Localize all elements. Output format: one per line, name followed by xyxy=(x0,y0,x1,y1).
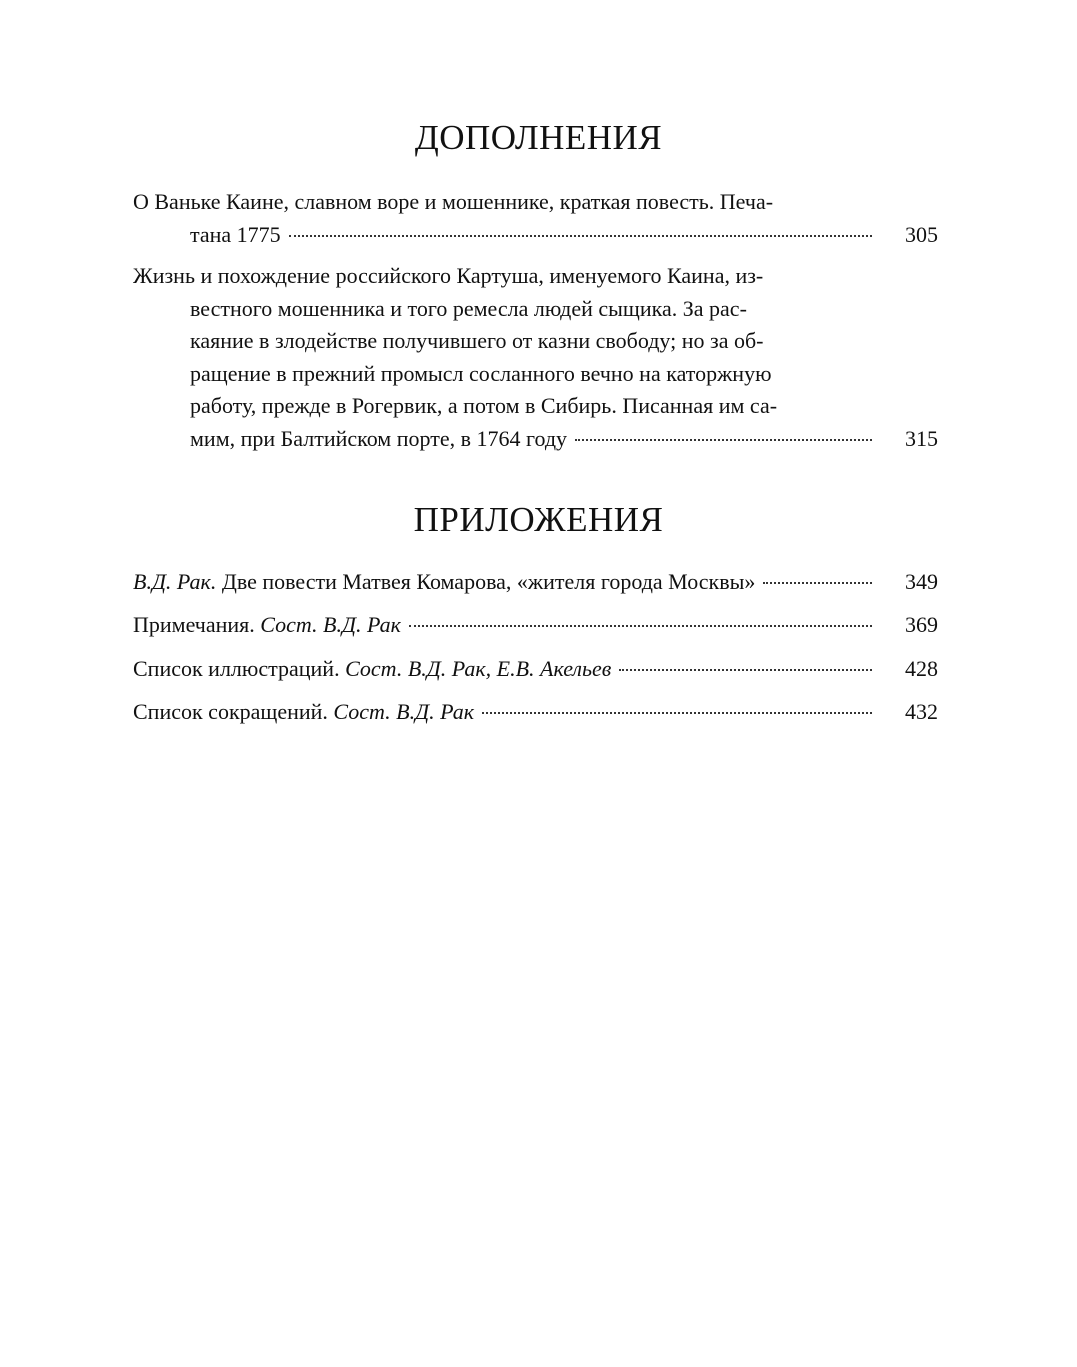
toc-entry[interactable] xyxy=(133,609,938,642)
dot-leader xyxy=(619,669,872,671)
toc-entry-last-line xyxy=(133,566,938,599)
compiler-name: Сост. В.Д. Рак, Е.В. Акельев xyxy=(345,656,612,681)
dot-leader xyxy=(763,582,872,584)
toc-entry-text xyxy=(133,566,763,599)
compiler-name: Сост. В.Д. Рак xyxy=(260,612,401,637)
dot-leader xyxy=(482,712,872,714)
toc-entry-line xyxy=(133,358,938,391)
toc-entry-text: Жизнь и похождение российского Картуша, именуемого Каина, из- xyxy=(133,260,763,293)
toc-entry-text: работу, прежде в Рогервик, а потом в Сибирь. Писанная им са- xyxy=(190,390,777,423)
toc-entry-text xyxy=(133,609,409,642)
toc-entry-line xyxy=(133,390,938,423)
entry-title: Две повести Матвея Комарова, «жителя города Москвы» xyxy=(216,569,756,594)
toc-entry-text: тана 1775 xyxy=(190,221,281,247)
toc-entry-last-line xyxy=(133,609,938,642)
toc-entry[interactable] xyxy=(133,566,938,599)
toc-entry[interactable] xyxy=(133,186,938,251)
entry-title: Список иллюстраций. xyxy=(133,656,346,681)
toc-entry[interactable] xyxy=(133,653,938,686)
section-title-supplements: ДОПОЛНЕНИЯ xyxy=(414,118,663,157)
page-number: 305 xyxy=(905,221,938,247)
toc-entry-text: ращение в прежний промысл сосланного вечно на каторжную xyxy=(190,358,772,391)
toc-entry-line xyxy=(133,186,938,219)
page-number: 428 xyxy=(905,656,938,681)
page-number: 349 xyxy=(905,569,938,594)
dot-leader xyxy=(409,625,872,627)
section-title-appendices: ПРИЛОЖЕНИЯ xyxy=(413,500,664,539)
compiler-name: Сост. В.Д. Рак xyxy=(333,699,474,724)
author-name: В.Д. Рак. xyxy=(133,569,217,594)
toc-entry-text: мим, при Балтийском порте, в 1764 году xyxy=(190,425,568,451)
toc-entry-text: О Ваньке Каине, славном воре и мошеннике, краткая повесть. Печа- xyxy=(133,186,773,219)
toc-entry-last-line xyxy=(133,696,938,729)
page-number: 369 xyxy=(905,612,938,637)
toc-entry-last-line xyxy=(133,219,938,252)
toc-entry-line xyxy=(133,325,938,358)
page-number: 315 xyxy=(905,425,938,451)
toc-entry-text: каяние в злодействе получившего от казни свободу; но за об- xyxy=(190,325,763,358)
toc-entry-text xyxy=(133,653,619,686)
toc-entry-text: вестного мошенника и того ремесла людей сыщика. За рас- xyxy=(190,293,747,326)
toc-entry[interactable] xyxy=(133,696,938,729)
entry-title: Список сокращений. xyxy=(133,699,334,724)
toc-entry-last-line xyxy=(133,423,938,456)
entry-title: Примечания. xyxy=(133,612,261,637)
dot-leader xyxy=(575,439,872,441)
toc-entry-text xyxy=(133,696,482,729)
toc-entry-line xyxy=(133,260,938,293)
dot-leader xyxy=(289,235,872,237)
toc-entry[interactable] xyxy=(133,260,938,455)
toc-entry-last-line xyxy=(133,653,938,686)
toc-entry-line xyxy=(133,293,938,326)
page-number: 432 xyxy=(905,699,938,724)
